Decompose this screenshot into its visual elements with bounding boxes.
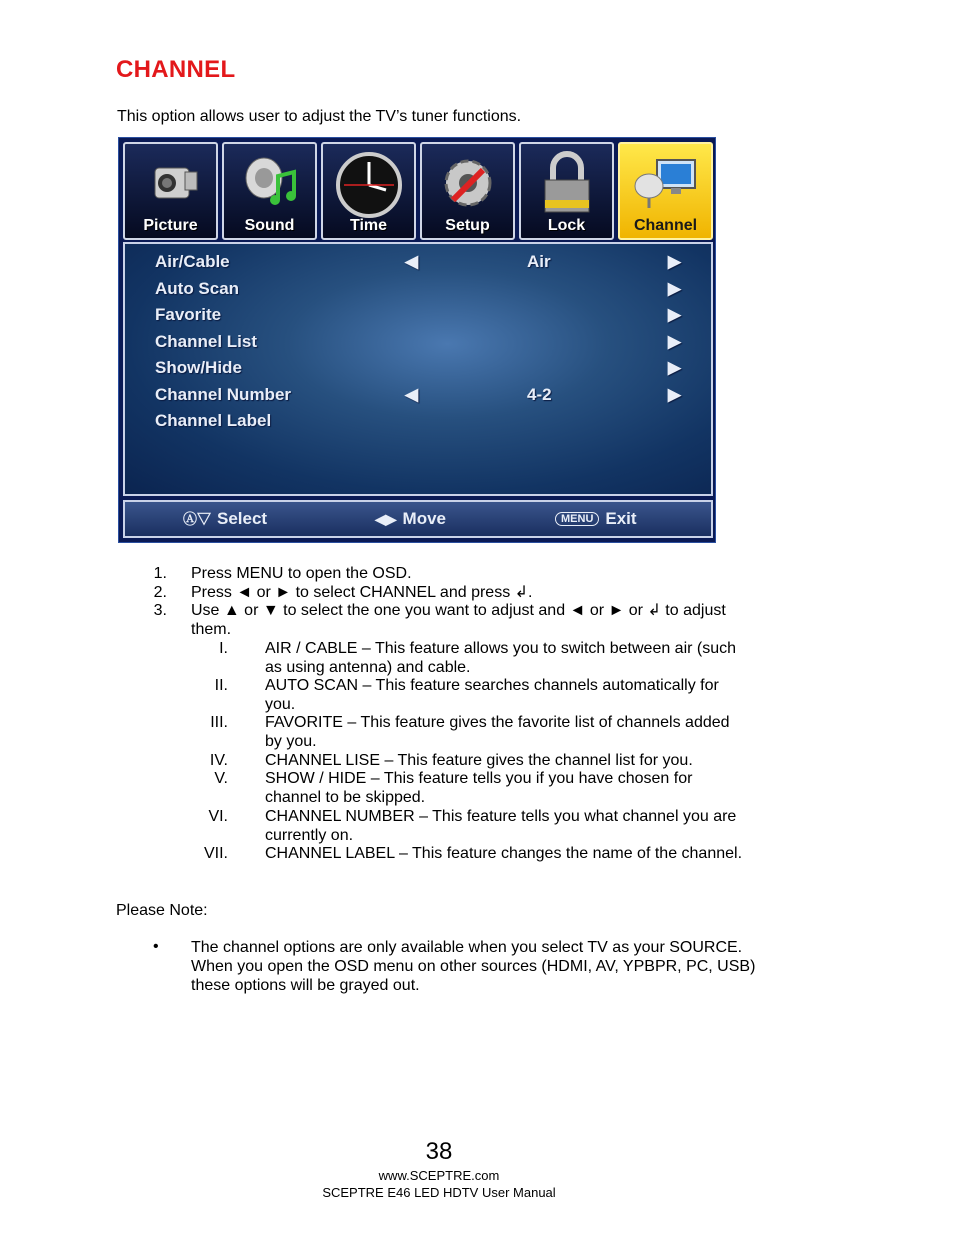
footer-url: www.SCEPTRE.com bbox=[378, 1168, 500, 1183]
osd-screenshot bbox=[118, 137, 716, 543]
sub-text-continued: currently on. bbox=[265, 827, 354, 844]
sub-number: V. bbox=[214, 770, 228, 787]
padlock-icon bbox=[537, 150, 597, 216]
step-number: 2. bbox=[153, 584, 167, 601]
menu-item-value: 4-2 bbox=[527, 385, 552, 404]
section-title: CHANNEL bbox=[116, 56, 236, 83]
menu-item-label: Auto Scan bbox=[155, 279, 240, 298]
menu-item-label: Air/Cable bbox=[155, 252, 230, 271]
bullet-icon: • bbox=[153, 938, 159, 955]
sub-number: VI. bbox=[208, 808, 228, 825]
right-arrow-icon[interactable]: ▶ bbox=[667, 279, 681, 298]
note-text: The channel options are only available when you select TV as your SOURCE. When you open the OSD menu on other sources (HDMI, AV, YPBPR, PC, USB) these options will be grayed out. bbox=[191, 939, 756, 994]
footer-title: SCEPTRE E46 LED HDTV User Manual bbox=[322, 1185, 556, 1200]
left-arrow-icon[interactable]: ◀ bbox=[405, 385, 419, 404]
menu-item-channel-list[interactable] bbox=[155, 332, 681, 358]
tab-label: Setup bbox=[445, 217, 490, 234]
menu-item-channel-number[interactable] bbox=[155, 385, 681, 411]
up-down-icon: Ⓐ▽ bbox=[183, 511, 211, 527]
speaker-note-icon bbox=[238, 150, 302, 214]
left-right-icon: ◀▶ bbox=[375, 511, 397, 527]
tab-setup[interactable] bbox=[420, 142, 515, 240]
menu-item-value: Air bbox=[527, 252, 551, 271]
tab-label: Time bbox=[349, 217, 388, 234]
move-hint bbox=[375, 509, 446, 529]
sub-text-continued: channel to be skipped. bbox=[265, 789, 426, 806]
select-label: Select bbox=[217, 509, 268, 528]
sub-number: VII. bbox=[203, 845, 228, 862]
menu-item-show-hide[interactable] bbox=[155, 358, 681, 384]
menu-item-label: Favorite bbox=[155, 305, 222, 324]
step-number: 1. bbox=[153, 565, 167, 582]
sub-number: II. bbox=[214, 677, 228, 694]
gear-tools-icon bbox=[435, 150, 501, 216]
menu-key-icon: MENU bbox=[555, 512, 599, 526]
step-text-continued: them. bbox=[191, 621, 232, 638]
tab-time[interactable] bbox=[321, 142, 416, 240]
tab-picture[interactable] bbox=[123, 142, 218, 240]
tab-label: Lock bbox=[547, 217, 586, 234]
left-arrow-icon[interactable]: ◀ bbox=[405, 252, 419, 271]
osd-tab-bar bbox=[123, 142, 713, 240]
right-arrow-icon[interactable]: ▶ bbox=[667, 358, 681, 377]
sub-number: I. bbox=[219, 640, 228, 657]
sub-text-continued: by you. bbox=[265, 733, 317, 750]
menu-item-label: Channel Label bbox=[155, 411, 272, 430]
move-label: Move bbox=[402, 509, 447, 528]
right-arrow-icon[interactable]: ▶ bbox=[667, 332, 681, 351]
menu-item-label: Channel List bbox=[155, 332, 258, 351]
sub-number: IV. bbox=[209, 752, 228, 769]
step-text: Use ▲ or ▼ to select the one you want to adjust and ◄ or ► or ↲ to adjust bbox=[191, 602, 726, 619]
sub-text: AUTO SCAN – This feature searches channels automatically for bbox=[265, 677, 719, 694]
tab-channel[interactable] bbox=[618, 142, 713, 240]
select-hint bbox=[183, 509, 267, 529]
menu-item-favorite[interactable] bbox=[155, 305, 681, 331]
menu-item-channel-label[interactable] bbox=[155, 411, 681, 437]
sub-text: AIR / CABLE – This feature allows you to switch between air (such bbox=[265, 640, 737, 657]
page-number: 38 bbox=[425, 1138, 453, 1165]
tab-label: Picture bbox=[143, 217, 198, 234]
menu-item-label: Channel Number bbox=[155, 385, 292, 404]
sub-number: III. bbox=[210, 714, 228, 731]
osd-footer-bar bbox=[123, 500, 713, 538]
step-text: Press MENU to open the OSD. bbox=[191, 565, 412, 582]
tab-label: Channel bbox=[633, 217, 698, 234]
intro-text: This option allows user to adjust the TV’s tuner functions. bbox=[117, 108, 522, 125]
satellite-monitor-icon bbox=[631, 150, 701, 214]
tab-label: Sound bbox=[244, 217, 295, 234]
right-arrow-icon[interactable]: ▶ bbox=[667, 305, 681, 324]
sub-text-continued: as using antenna) and cable. bbox=[265, 659, 471, 676]
menu-item-air-cable[interactable] bbox=[155, 252, 681, 278]
tab-sound[interactable] bbox=[222, 142, 317, 240]
sub-text: SHOW / HIDE – This feature tells you if you have chosen for bbox=[265, 770, 693, 787]
right-arrow-icon[interactable]: ▶ bbox=[667, 385, 681, 404]
step-number: 3. bbox=[153, 602, 167, 619]
sub-text: CHANNEL LISE – This feature gives the channel list for you. bbox=[265, 752, 693, 769]
osd-menu-panel bbox=[123, 242, 713, 496]
step-text: Press ◄ or ► to select CHANNEL and press ↲. bbox=[191, 584, 533, 601]
sub-text-continued: you. bbox=[265, 696, 296, 713]
exit-hint bbox=[555, 509, 637, 529]
note-label: Please Note: bbox=[116, 902, 208, 919]
right-arrow-icon[interactable]: ▶ bbox=[667, 252, 681, 271]
menu-item-label: Show/Hide bbox=[155, 358, 242, 377]
camcorder-icon bbox=[139, 150, 203, 214]
sub-text: CHANNEL LABEL – This feature changes the name of the channel. bbox=[265, 845, 743, 862]
menu-item-auto-scan[interactable] bbox=[155, 279, 681, 305]
tab-lock[interactable] bbox=[519, 142, 614, 240]
exit-label: Exit bbox=[605, 509, 637, 528]
sub-text: FAVORITE – This feature gives the favorite list of channels added bbox=[265, 714, 730, 731]
sub-text: CHANNEL NUMBER – This feature tells you what channel you are bbox=[265, 808, 737, 825]
clock-icon bbox=[334, 150, 404, 220]
